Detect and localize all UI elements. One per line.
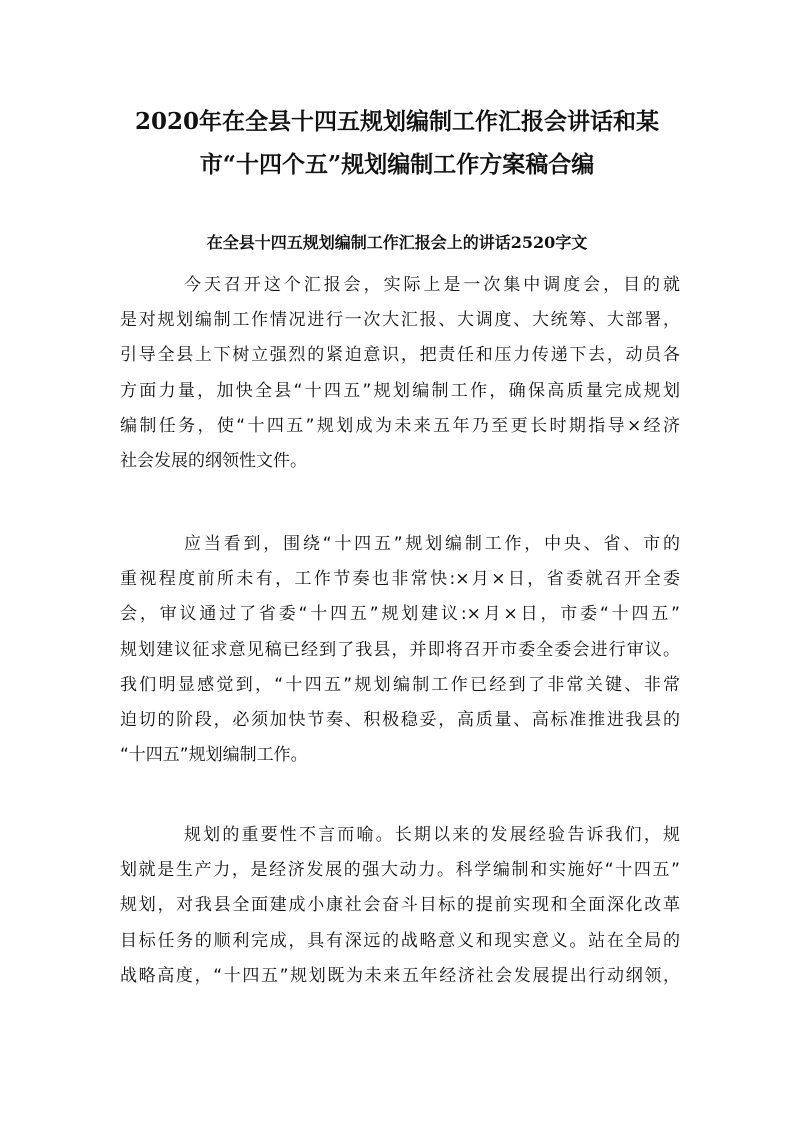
document-title-line-1: 2020年在全县十四五规划编制工作汇报会讲话和某 <box>134 108 659 135</box>
paragraph-line: 方面力量，加快全县“十四五”规划编制工作，确保高质量完成规划 <box>120 380 680 401</box>
paragraph-line: 规划建议征求意见稿已经到了我县，并即将召开市委全委会进行审议。 <box>120 639 680 660</box>
paragraph-3 <box>120 818 680 994</box>
paragraph-line: 迫切的阶段，必须加快节奏、积极稳妥，高质量、高标准推进我县的 <box>120 709 680 730</box>
paragraph-line: 规划的重要性不言而喻。长期以来的发展经验告诉我们，规 <box>184 825 680 845</box>
paragraph-line: 战略高度，“十四五”规划既为未来五年经济社会发展提出行动纲领， <box>120 965 680 986</box>
paragraph-line: 划就是生产力，是经济发展的强大动力。科学编制和实施好“十四五” <box>120 860 680 881</box>
paragraph-line: 重视程度前所未有，工作节奏也非常快:×月×日，省委就召开全委 <box>120 569 680 590</box>
paragraph-line: 会，审议通过了省委“十四五”规划建议:×月×日，市委“十四五” <box>120 604 680 625</box>
section-heading: 在全县十四五规划编制工作汇报会上的讲话2520字文 <box>206 233 588 252</box>
paragraph-line: 目标任务的顺利完成，具有深远的战略意义和现实意义。站在全局的 <box>120 930 680 951</box>
document-title-line-2: 市“十四个五”规划编制工作方案稿合编 <box>199 151 595 178</box>
paragraph-line: 社会发展的纲领性文件。 <box>120 450 307 471</box>
paragraph-1 <box>120 268 680 479</box>
paragraph-line: 规划，对我县全面建成小康社会奋斗目标的提前实现和全面深化改革 <box>120 895 680 916</box>
paragraph-line: 编制任务，使“十四五”规划成为未来五年乃至更长时期指导×经济 <box>120 415 680 436</box>
paragraph-line: “十四五”规划编制工作。 <box>120 745 308 766</box>
paragraph-line: 是对规划编制工作情况进行一次大汇报、大调度、大统筹、大部署， <box>120 310 680 331</box>
paragraph-line: 应当看到，围绕“十四五”规划编制工作，中央、省、市的 <box>184 534 680 554</box>
paragraph-2 <box>120 527 680 773</box>
paragraph-line: 引导全县上下树立强烈的紧迫意识，把责任和压力传递下去，动员各 <box>120 345 680 366</box>
paragraph-line: 今天召开这个汇报会，实际上是一次集中调度会，目的就 <box>184 275 680 295</box>
paragraph-line: 我们明显感觉到，“十四五”规划编制工作已经到了非常关键、非常 <box>120 674 680 695</box>
